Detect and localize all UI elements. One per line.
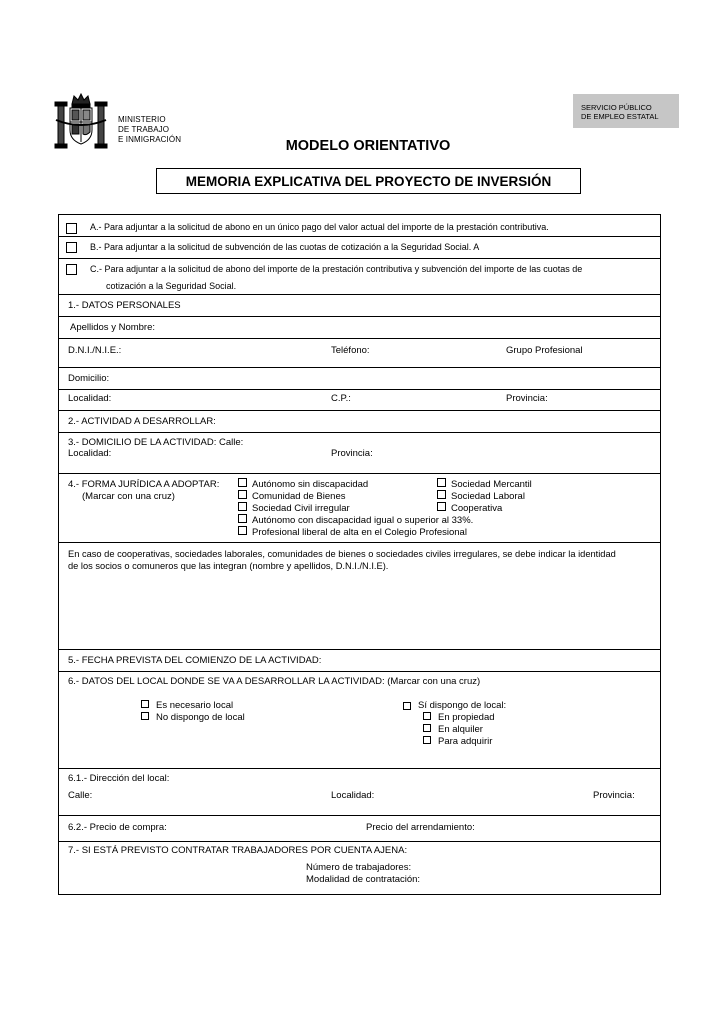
professional-group-label: Grupo Profesional [506, 345, 583, 356]
divider [59, 432, 660, 433]
dni-label: D.N.I./N.I.E.: [68, 345, 122, 356]
divider [59, 389, 660, 390]
legal-form-label: Sociedad Civil irregular [252, 503, 350, 514]
legal-form-checkbox-civil[interactable] [238, 502, 247, 511]
local-needed-label: Es necesario local [156, 700, 234, 711]
legal-form-checkbox-comunidad[interactable] [238, 490, 247, 499]
option-b-label: B.- Para adjuntar a la solicitud de subvención de las cuotas de cotización a la Seguridad Social. A [90, 242, 480, 252]
ministry-line: DE TRABAJO [118, 125, 170, 134]
form-subtitle: MEMORIA EXPLICATIVA DEL PROYECTO DE INVERSIÓN [156, 168, 581, 194]
option-c-label-line1: C.- Para adjuntar a la solicitud de abono del importe de la prestación contributiva y subvención del importe de las cuotas de [90, 264, 583, 274]
have-local-label: Sí dispongo de local: [418, 700, 507, 711]
legal-form-checkbox-cooperativa[interactable] [437, 502, 446, 511]
local-needed-checkbox[interactable] [141, 700, 149, 708]
option-b-checkbox[interactable] [66, 242, 77, 253]
no-local-checkbox[interactable] [141, 712, 149, 720]
legal-form-checkbox-discapacidad[interactable] [238, 514, 247, 523]
divider [59, 542, 660, 543]
sepe-logo-box [573, 94, 679, 128]
ministry-line: E INMIGRACIÓN [118, 135, 182, 144]
divider [59, 815, 660, 816]
page-title-text: MODELO ORIENTATIVO [285, 138, 451, 154]
legal-form-label: Profesional liberal de alta en el Colegio Profesional [252, 527, 467, 538]
section6-title: 6.- DATOS DEL LOCAL DONDE SE VA A DESARROLLAR LA ACTIVIDAD: (Marcar con una cruz) [68, 676, 481, 687]
postal-code-label: C.P.: [331, 393, 351, 404]
divider [59, 338, 660, 339]
address-label: Domicilio: [68, 373, 110, 384]
legal-form-label: Comunidad de Bienes [252, 491, 346, 502]
legal-form-checkbox-laboral[interactable] [437, 490, 446, 499]
section7-title: 7.- SI ESTÁ PREVISTO CONTRATAR TRABAJADORES POR CUENTA AJENA: [68, 845, 408, 856]
divider [59, 410, 660, 411]
section3-title: 3.- DOMICILIO DE LA ACTIVIDAD: Calle: [68, 437, 244, 448]
section1-title: 1.- DATOS PERSONALES [68, 300, 181, 311]
section4-hint: (Marcar con una cruz) [82, 491, 175, 502]
divider [59, 768, 660, 769]
province-label: Provincia: [506, 393, 548, 404]
name-label: Apellidos y Nombre: [70, 322, 156, 333]
divider [59, 671, 660, 672]
option-a-checkbox[interactable] [66, 223, 77, 234]
own-local-label: En propiedad [438, 712, 495, 723]
divider [59, 473, 660, 474]
page-title [0, 138, 724, 154]
partners-note-line2: de los socios o comuneros que las integran (nombre y apellidos, D.N.I./N.I.E). [68, 561, 389, 571]
sepe-line: DE EMPLEO ESTATAL [581, 112, 659, 121]
purchase-price-label: 6.2.- Precio de compra: [68, 822, 167, 833]
no-local-label: No dispongo de local [156, 712, 245, 723]
section4-title: 4.- FORMA JURÍDICA A ADOPTAR: [68, 479, 220, 490]
rent-local-label: En alquiler [438, 724, 483, 735]
workers-count-label: Número de trabajadores: [306, 862, 412, 873]
divider [59, 841, 660, 842]
activity-locality-label: Localidad: [68, 448, 112, 459]
divider [59, 367, 660, 368]
legal-form-checkbox-autonomo[interactable] [238, 478, 247, 487]
divider [59, 294, 660, 295]
divider [59, 649, 660, 650]
buy-local-label: Para adquirir [438, 736, 493, 747]
contract-type-label: Modalidad de contratación: [306, 874, 421, 885]
section2-title: 2.- ACTIVIDAD A DESARROLLAR: [68, 416, 216, 427]
divider [59, 316, 660, 317]
legal-form-label: Sociedad Laboral [451, 491, 525, 502]
sepe-line: SERVICIO PÚBLICO [581, 103, 652, 112]
ministry-line: MINISTERIO [118, 115, 166, 124]
have-local-checkbox[interactable] [403, 702, 411, 710]
divider [59, 236, 660, 237]
legal-form-label: Sociedad Mercantil [451, 479, 532, 490]
phone-label: Teléfono: [331, 345, 370, 356]
sepe-name [581, 103, 659, 121]
form-table [58, 214, 661, 895]
legal-form-checkbox-mercantil[interactable] [437, 478, 446, 487]
locality-label: Localidad: [68, 393, 112, 404]
local-locality-label: Localidad: [331, 790, 375, 801]
option-a-label: A.- Para adjuntar a la solicitud de abono en un único pago del valor actual del importe de la prestación contributiva. [90, 222, 549, 232]
rent-local-checkbox[interactable] [423, 724, 431, 732]
local-street-label: Calle: [68, 790, 93, 801]
legal-form-label: Cooperativa [451, 503, 503, 514]
legal-form-label: Autónomo sin discapacidad [252, 479, 369, 490]
buy-local-checkbox[interactable] [423, 736, 431, 744]
divider [59, 258, 660, 259]
legal-form-label: Autónomo con discapacidad igual o superior al 33%. [252, 515, 474, 526]
option-c-checkbox[interactable] [66, 264, 77, 275]
own-local-checkbox[interactable] [423, 712, 431, 720]
section5-title: 5.- FECHA PREVISTA DEL COMIENZO DE LA ACTIVIDAD: [68, 655, 322, 666]
activity-province-label: Provincia: [331, 448, 373, 459]
section61-title: 6.1.- Dirección del local: [68, 773, 170, 784]
legal-form-checkbox-profesional[interactable] [238, 526, 247, 535]
local-province-label: Provincia: [593, 790, 635, 801]
option-c-label-line2: cotización a la Seguridad Social. [106, 281, 237, 291]
partners-note-line1: En caso de cooperativas, sociedades laborales, comunidades de bienes o sociedades civiles irregulares, se debe indicar la identidad [68, 549, 616, 559]
rent-price-label: Precio del arrendamiento: [366, 822, 475, 833]
